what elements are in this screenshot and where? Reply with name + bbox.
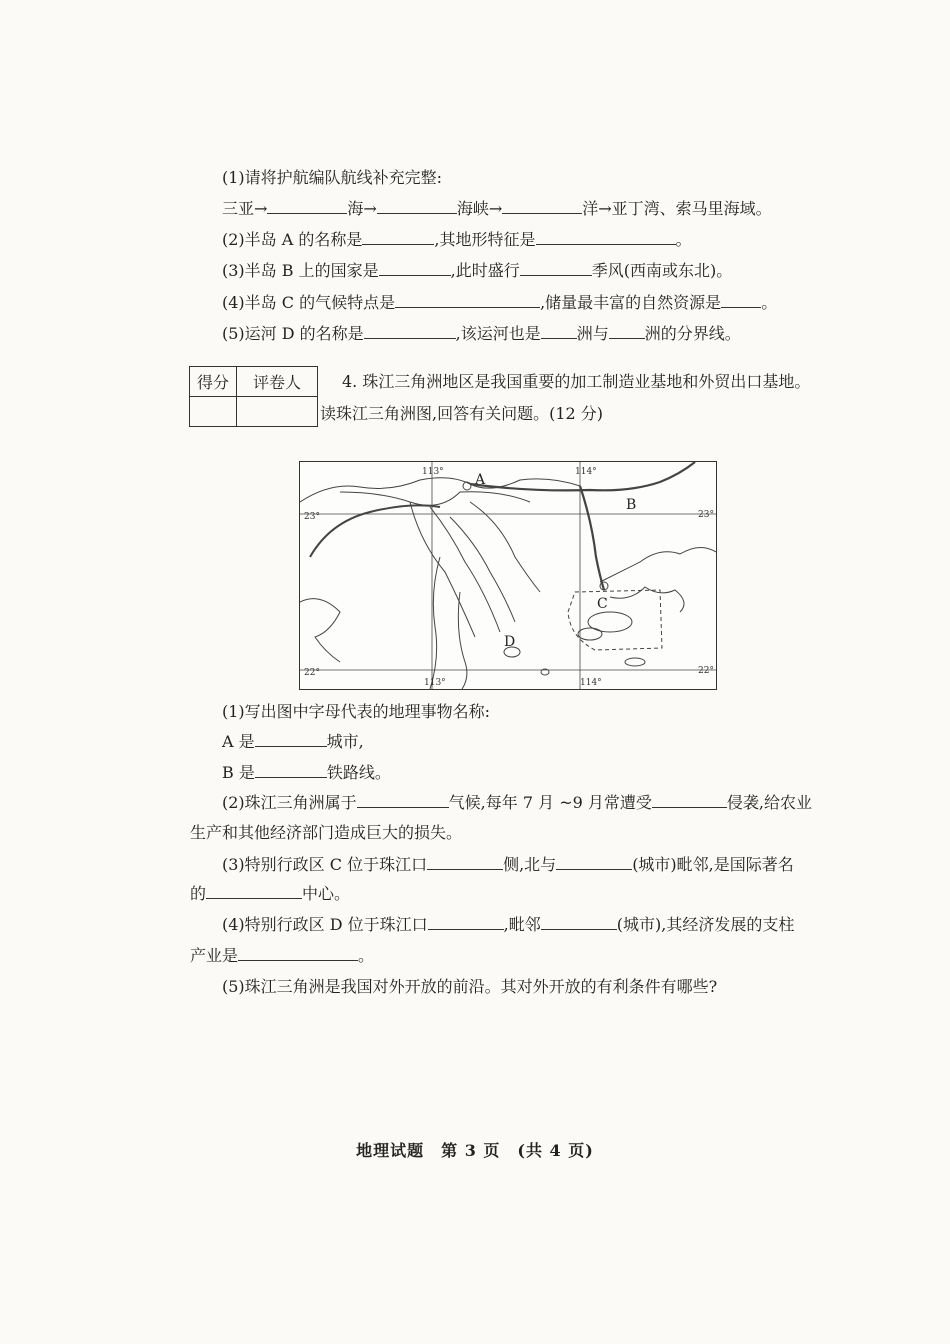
q3-part3-text-1: (3)半岛 B 上的国家是 xyxy=(222,261,379,280)
score-header: 得分 xyxy=(190,367,237,397)
q3-part5-text-3: 洲与 xyxy=(576,324,609,343)
q3-part2 xyxy=(222,230,692,250)
route-text-1: 三亚→ xyxy=(222,199,268,218)
q4-part4-a-text-3: (城市),其经济发展的支柱 xyxy=(616,915,795,934)
island-2 xyxy=(578,628,602,640)
q3-part3-blank-2[interactable] xyxy=(520,261,592,276)
map-label-a: A xyxy=(475,472,486,488)
q3-part1: (1)请将护航编队航线补充完整: xyxy=(222,168,443,187)
label-23-left: 23° xyxy=(304,512,320,522)
q3-part4 xyxy=(222,293,777,313)
q3-part4-blank-1[interactable] xyxy=(395,293,540,308)
river-north-2 xyxy=(340,492,530,506)
q4-part2-a-text-3: 侵袭,给农业 xyxy=(726,793,812,812)
q4-part1: (1)写出图中字母代表的地理事物名称: xyxy=(222,702,491,721)
q4-part1-b xyxy=(222,763,391,783)
q4-part2-a-blank-1[interactable] xyxy=(357,793,449,808)
q3-part2-blank-1[interactable] xyxy=(362,230,434,245)
q3-part5-blank-3[interactable] xyxy=(609,324,645,339)
delta-branch-sw xyxy=(458,592,467,689)
label-113-top: 113° xyxy=(422,467,444,477)
map-label-b: B xyxy=(626,497,637,513)
q4-part2-b: 生产和其他经济部门造成巨大的损失。 xyxy=(190,823,463,842)
q4-part1-a xyxy=(222,732,364,752)
q3-part4-blank-2[interactable] xyxy=(721,293,761,308)
q4-intro-1: 4. 珠江三角洲地区是我国重要的加工制造业基地和外贸出口基地。 xyxy=(342,372,811,391)
island-1 xyxy=(588,612,632,632)
q4-part1-b-text-1: B 是 xyxy=(222,763,255,782)
island-3 xyxy=(625,658,645,666)
q4-part5: (5)珠江三角洲是我国对外开放的前沿。其对外开放的有利条件有哪些? xyxy=(222,977,718,996)
q4-part4-b-text-1: 产业是 xyxy=(190,946,239,965)
map-label-c: C xyxy=(597,596,608,612)
q4-part3-a-text-1: (3)特别行政区 C 位于珠江口 xyxy=(222,855,428,874)
map-label-d: D xyxy=(504,634,516,650)
q3-part2-text-2: ,其地形特征是 xyxy=(434,230,536,249)
pearl-river-delta-map xyxy=(299,461,717,690)
route-text-3: 海峡→ xyxy=(456,199,503,218)
q4-part3-a-text-2: 侧,北与 xyxy=(503,855,557,874)
q3-part5 xyxy=(222,324,741,344)
q4-part3-a-blank-2[interactable] xyxy=(556,855,632,870)
route-text-4: 洋→亚丁湾、索马里海域。 xyxy=(582,199,772,218)
q3-route-line xyxy=(222,199,772,219)
q4-part4-a-blank-2[interactable] xyxy=(541,915,617,930)
q4-part1-a-blank[interactable] xyxy=(255,732,327,747)
q3-part2-blank-2[interactable] xyxy=(536,230,676,245)
q3-part3 xyxy=(222,261,732,281)
score-table xyxy=(189,366,318,427)
q4-intro-2: 读珠江三角洲图,回答有关问题。(12 分) xyxy=(320,404,604,423)
q4-part2-a xyxy=(222,793,812,813)
score-cell[interactable] xyxy=(190,397,237,427)
route-blank-1[interactable] xyxy=(267,199,347,214)
label-114-bottom: 114° xyxy=(580,678,602,688)
q3-part5-text-4: 洲的分界线。 xyxy=(644,324,741,343)
city-a-marker xyxy=(463,482,471,490)
q4-part4-a-text-1: (4)特别行政区 D 位于珠江口 xyxy=(222,915,428,934)
q3-part3-text-3: 季风(西南或东北)。 xyxy=(591,261,733,280)
q4-part3-b-text-1: 的 xyxy=(190,884,207,903)
delta-branch-west xyxy=(430,557,440,689)
route-text-2: 海→ xyxy=(347,199,377,218)
q4-part4-b-text-2: 。 xyxy=(358,946,375,965)
q3-part4-text-2: ,储量最丰富的自然资源是 xyxy=(540,293,722,312)
label-23-right: 23° xyxy=(698,510,714,520)
coast-east xyxy=(600,547,716,582)
route-blank-3[interactable] xyxy=(502,199,582,214)
delta-branch-3 xyxy=(450,517,515,622)
q3-part2-text-1: (2)半岛 A 的名称是 xyxy=(222,230,363,249)
railway-c xyxy=(580,486,604,590)
grader-header: 评卷人 xyxy=(237,367,318,397)
q4-part1-b-text-2: 铁路线。 xyxy=(326,763,391,782)
label-114-top: 114° xyxy=(575,467,597,477)
q4-part4-b xyxy=(190,946,374,966)
railway-west xyxy=(310,505,440,557)
q4-part1-b-blank[interactable] xyxy=(255,763,327,778)
q3-part4-text-3: 。 xyxy=(761,293,778,312)
grader-cell[interactable] xyxy=(237,397,318,427)
q3-part3-text-2: ,此时盛行 xyxy=(450,261,520,280)
q4-part4-a xyxy=(222,915,794,935)
q3-part2-text-3: 。 xyxy=(675,230,692,249)
q4-part1-a-text-2: 城市, xyxy=(326,732,364,751)
q4-part4-a-text-2: ,毗邻 xyxy=(503,915,541,934)
q3-part4-text-1: (4)半岛 C 的气候特点是 xyxy=(222,293,396,312)
route-blank-2[interactable] xyxy=(377,199,457,214)
map-drawing xyxy=(300,462,716,689)
q3-part5-blank-2[interactable] xyxy=(541,324,577,339)
q4-part2-a-text-1: (2)珠江三角洲属于 xyxy=(222,793,357,812)
q4-part1-a-text-1: A 是 xyxy=(222,732,255,751)
q3-part5-text-1: (5)运河 D 的名称是 xyxy=(222,324,364,343)
q4-part3-b-blank[interactable] xyxy=(206,884,302,899)
q4-part3-b-text-2: 中心。 xyxy=(302,884,351,903)
page-footer: 地理试题 第 3 页 (共 4 页) xyxy=(356,1141,594,1160)
label-22-left: 22° xyxy=(304,668,320,678)
q4-part3-b xyxy=(190,884,350,904)
q4-part2-a-text-2: 气候,每年 7 月 ~9 月常遭受 xyxy=(448,793,652,812)
q4-part4-b-blank[interactable] xyxy=(238,946,358,961)
q3-part5-blank-1[interactable] xyxy=(364,324,456,339)
hk-boundary xyxy=(568,590,662,650)
q3-part5-text-2: ,该运河也是 xyxy=(455,324,541,343)
q4-part3-a-blank-1[interactable] xyxy=(427,855,503,870)
label-22-right: 22° xyxy=(698,666,714,676)
delta-branch-4 xyxy=(470,502,540,592)
q3-part3-blank-1[interactable] xyxy=(379,261,451,276)
q4-part4-a-blank-1[interactable] xyxy=(428,915,504,930)
delta-branch-1 xyxy=(410,502,475,637)
q4-part3-a xyxy=(222,855,794,875)
q4-part2-a-blank-2[interactable] xyxy=(652,793,727,808)
label-113-bottom: 113° xyxy=(424,678,446,688)
coast-west xyxy=(300,599,340,662)
q4-part3-a-text-3: (城市)毗邻,是国际著名 xyxy=(632,855,794,874)
